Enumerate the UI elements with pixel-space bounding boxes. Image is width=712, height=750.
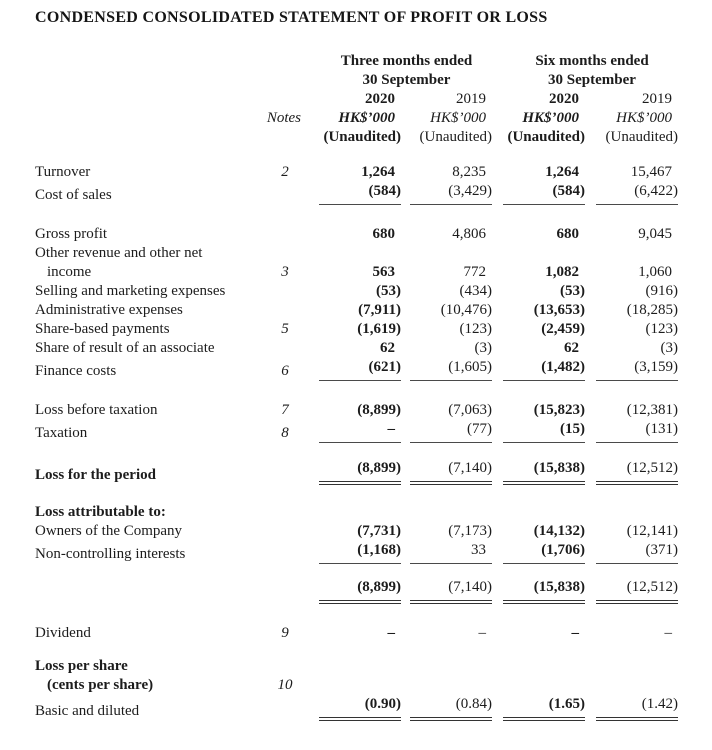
profit-loss-table — [35, 52, 678, 721]
row-label: Finance costs — [35, 363, 117, 379]
value-cell: (131) — [596, 420, 678, 443]
note-reference: 8 — [281, 425, 289, 441]
value-cell — [596, 676, 678, 695]
value-cell: – — [664, 625, 672, 641]
note-reference — [263, 695, 307, 721]
header-subtitle-row — [35, 71, 678, 90]
row-label: Loss for the period — [35, 467, 156, 483]
value-cell: (3) — [474, 340, 492, 356]
row-label: Basic and diluted — [35, 703, 140, 719]
table-row — [35, 459, 678, 485]
currency-label: HK$’000 — [616, 110, 672, 126]
row-label: Loss per share — [35, 658, 128, 674]
table-row — [35, 578, 678, 604]
value-cell: (18,285) — [626, 302, 678, 318]
table-row — [35, 401, 678, 420]
value-cell: (584) — [503, 182, 585, 205]
value-cell: (434) — [459, 283, 492, 299]
value-cell: (77) — [410, 420, 492, 443]
year-label: 2020 — [365, 91, 395, 107]
value-cell: (7,063) — [448, 402, 492, 418]
row-label: Dividend — [35, 625, 91, 641]
value-cell: (123) — [459, 321, 492, 337]
value-cell: 4,806 — [452, 226, 486, 242]
value-cell: (3) — [660, 340, 678, 356]
row-label: income — [47, 264, 92, 280]
value-cell: (53) — [376, 283, 401, 299]
value-cell: (53) — [560, 283, 585, 299]
spacer-row — [35, 604, 678, 624]
value-cell — [503, 676, 585, 695]
value-cell — [503, 244, 585, 263]
value-cell: (1.42) — [596, 695, 678, 721]
table-body — [35, 147, 678, 721]
table-row — [35, 282, 678, 301]
value-cell: (6,422) — [596, 182, 678, 205]
value-cell: (1,706) — [503, 541, 585, 564]
currency-label: HK$’000 — [430, 110, 486, 126]
value-cell: (15,838) — [503, 578, 585, 604]
value-cell: 9,045 — [638, 226, 672, 242]
year-label: 2019 — [456, 91, 486, 107]
value-cell: 62 — [564, 340, 579, 356]
value-cell: (12,381) — [626, 402, 678, 418]
table-row — [35, 420, 678, 443]
table-row — [35, 163, 678, 182]
note-reference — [263, 503, 307, 522]
value-cell: 680 — [556, 226, 579, 242]
value-cell — [596, 503, 678, 522]
audit-status-label: (Unaudited) — [605, 129, 678, 145]
value-cell — [503, 657, 585, 676]
year-label: 2019 — [642, 91, 672, 107]
value-cell: (1.65) — [503, 695, 585, 721]
value-cell: (3,159) — [596, 358, 678, 381]
row-label: Other revenue and other net — [35, 245, 203, 261]
table-header — [35, 52, 678, 147]
year-row — [35, 90, 678, 109]
value-cell: 1,264 — [361, 164, 395, 180]
spacer-row — [35, 381, 678, 401]
note-reference: 2 — [281, 164, 289, 180]
header-group-row — [35, 52, 678, 71]
table-row — [35, 339, 678, 358]
row-label: Taxation — [35, 425, 88, 441]
value-cell: (8,899) — [357, 402, 401, 418]
table-row — [35, 320, 678, 339]
value-cell: 1,082 — [545, 264, 579, 280]
value-cell — [410, 657, 492, 676]
audit-status-label: (Unaudited) — [323, 129, 401, 145]
value-cell: – — [571, 625, 579, 641]
table-row — [35, 244, 678, 263]
note-reference — [263, 339, 307, 358]
value-cell — [596, 657, 678, 676]
table-row — [35, 657, 678, 676]
audit-status-row — [35, 128, 678, 147]
row-label: Share of result of an associate — [35, 340, 215, 356]
value-cell — [319, 676, 401, 695]
value-cell: (14,132) — [533, 523, 585, 539]
row-label: Selling and marketing expenses — [35, 283, 226, 299]
value-cell: 1,264 — [545, 164, 579, 180]
value-cell: (2,459) — [541, 321, 585, 337]
row-label: Share-based payments — [35, 321, 170, 337]
note-reference: 7 — [281, 402, 289, 418]
value-cell: (7,731) — [357, 523, 401, 539]
note-reference — [263, 244, 307, 263]
value-cell — [410, 503, 492, 522]
table-row — [35, 695, 678, 721]
value-cell: 1,060 — [638, 264, 672, 280]
value-cell: (916) — [645, 283, 678, 299]
value-cell: – — [319, 420, 401, 443]
row-label: Owners of the Company — [35, 523, 183, 539]
period-date-1: 30 September — [362, 72, 451, 88]
spacer-row — [35, 443, 678, 459]
note-reference — [263, 459, 307, 485]
value-cell — [596, 244, 678, 263]
table-row — [35, 503, 678, 522]
currency-label: HK$’000 — [522, 110, 579, 126]
table-row — [35, 225, 678, 244]
note-reference — [263, 282, 307, 301]
value-cell: 772 — [463, 264, 486, 280]
value-cell: (8,899) — [319, 578, 401, 604]
note-reference: 6 — [281, 363, 289, 379]
row-label: Gross profit — [35, 226, 108, 242]
row-label — [35, 578, 263, 604]
document-title: CONDENSED CONSOLIDATED STATEMENT OF PROFIT OR LOSS — [35, 9, 548, 26]
value-cell: (7,140) — [410, 459, 492, 485]
value-cell: 33 — [410, 541, 492, 564]
spacer-row — [35, 147, 678, 163]
currency-label: HK$’000 — [338, 110, 395, 126]
value-cell — [319, 244, 401, 263]
value-cell: (584) — [319, 182, 401, 205]
value-cell: (1,168) — [319, 541, 401, 564]
notes-column-label: Notes — [266, 110, 301, 126]
value-cell: (1,605) — [410, 358, 492, 381]
value-cell: (10,476) — [440, 302, 492, 318]
audit-status-label: (Unaudited) — [419, 129, 492, 145]
value-cell: (0.90) — [319, 695, 401, 721]
table-row — [35, 541, 678, 564]
audit-status-label: (Unaudited) — [507, 129, 585, 145]
value-cell: (15,838) — [503, 459, 585, 485]
value-cell: (13,653) — [533, 302, 585, 318]
currency-row — [35, 109, 678, 128]
table-row — [35, 358, 678, 381]
note-reference: 5 — [281, 321, 289, 337]
table-row — [35, 263, 678, 282]
value-cell: (8,899) — [319, 459, 401, 485]
note-reference — [263, 522, 307, 541]
table-row — [35, 182, 678, 205]
table-row — [35, 676, 678, 695]
row-label: Loss before taxation — [35, 402, 158, 418]
value-cell: (15,823) — [533, 402, 585, 418]
value-cell: 8,235 — [452, 164, 486, 180]
note-reference: 10 — [277, 677, 293, 693]
value-cell: (12,141) — [626, 523, 678, 539]
note-reference — [263, 301, 307, 320]
table-row — [35, 522, 678, 541]
row-label: Turnover — [35, 164, 91, 180]
note-reference — [263, 225, 307, 244]
value-cell: (371) — [596, 541, 678, 564]
value-cell: (15) — [503, 420, 585, 443]
value-cell — [410, 676, 492, 695]
value-cell: – — [478, 625, 486, 641]
spacer-row — [35, 485, 678, 503]
spacer-row — [35, 564, 678, 578]
row-label: Cost of sales — [35, 187, 112, 203]
value-cell: (12,512) — [596, 578, 678, 604]
period-group-six-months: Six months ended — [535, 53, 649, 69]
row-label: Administrative expenses — [35, 302, 183, 318]
value-cell: (12,512) — [596, 459, 678, 485]
spacer-row — [35, 205, 678, 225]
value-cell: (7,140) — [410, 578, 492, 604]
value-cell: 563 — [372, 264, 395, 280]
value-cell — [319, 503, 401, 522]
row-label: Non-controlling interests — [35, 546, 186, 562]
period-group-three-months: Three months ended — [340, 53, 473, 69]
note-reference — [263, 541, 307, 564]
value-cell — [503, 503, 585, 522]
note-reference: 3 — [281, 264, 289, 280]
table-row — [35, 624, 678, 643]
value-cell: (7,911) — [358, 302, 401, 318]
value-cell: – — [387, 625, 395, 641]
spacer-row — [35, 643, 678, 657]
table-row — [35, 301, 678, 320]
value-cell: (1,619) — [357, 321, 401, 337]
row-label: (cents per share) — [47, 677, 154, 693]
row-label: Loss attributable to: — [35, 504, 166, 520]
value-cell: 680 — [372, 226, 395, 242]
note-reference — [263, 182, 307, 205]
value-cell — [410, 244, 492, 263]
value-cell: (1,482) — [503, 358, 585, 381]
note-reference — [263, 657, 307, 676]
value-cell: (123) — [645, 321, 678, 337]
value-cell: 62 — [380, 340, 395, 356]
note-reference: 9 — [281, 625, 289, 641]
year-label: 2020 — [549, 91, 579, 107]
value-cell: (3,429) — [410, 182, 492, 205]
value-cell: (0.84) — [410, 695, 492, 721]
value-cell: (621) — [319, 358, 401, 381]
period-date-2: 30 September — [548, 72, 636, 88]
note-reference — [263, 578, 307, 604]
value-cell: 15,467 — [630, 164, 672, 180]
value-cell: (7,173) — [448, 523, 492, 539]
value-cell — [319, 657, 401, 676]
